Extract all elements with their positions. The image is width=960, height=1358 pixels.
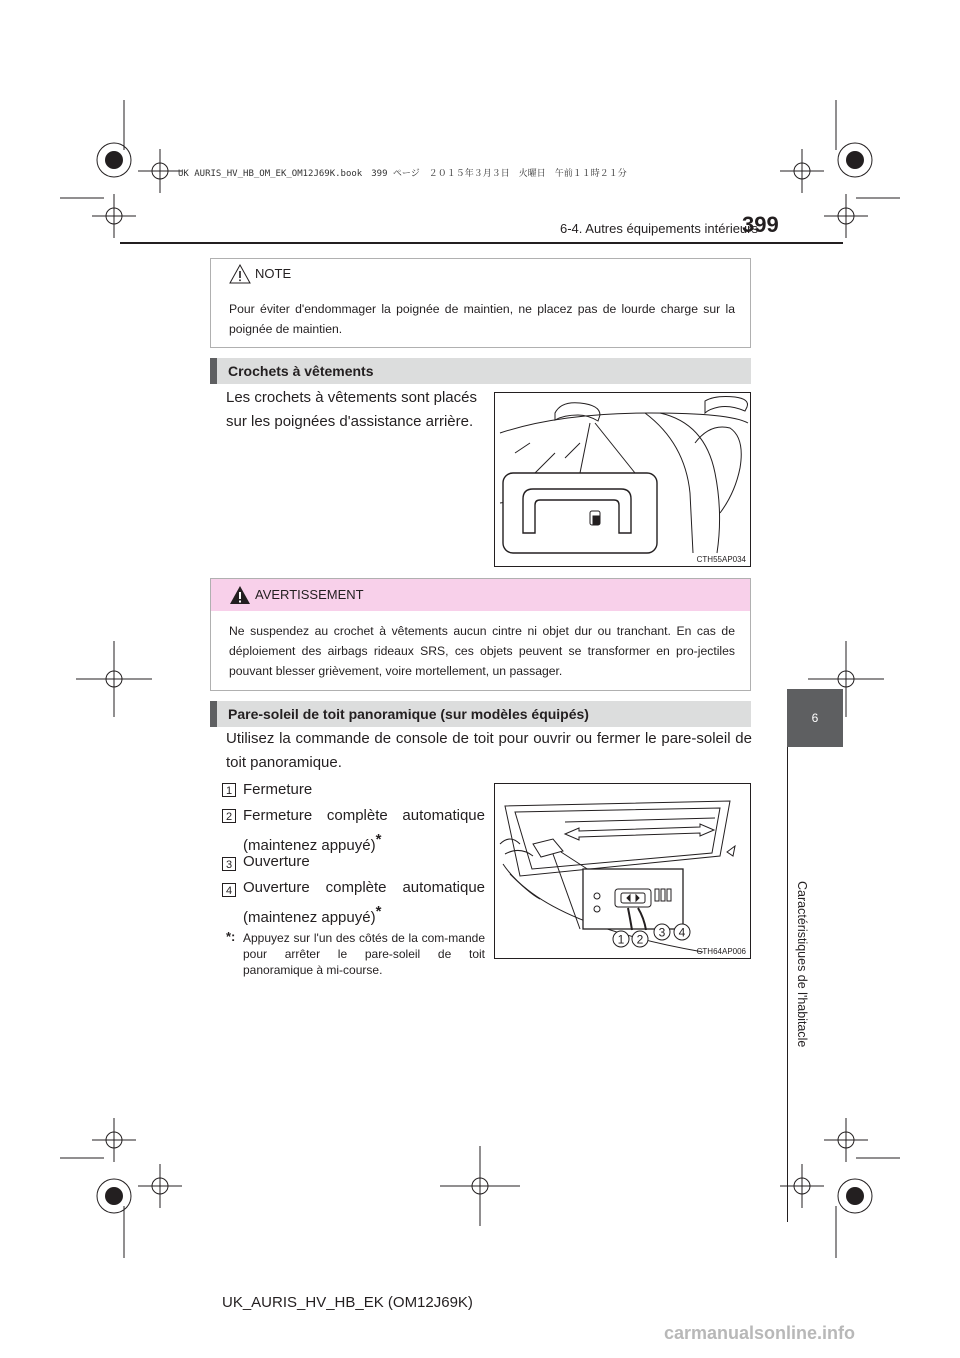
- sunshade-figure-code: CTH64AP006: [696, 947, 746, 956]
- hooks-heading: [210, 358, 751, 384]
- item-number: 2: [222, 809, 236, 823]
- item-star: *: [375, 831, 382, 848]
- note-text: Pour éviter d'endommager la poignée de maintien, ne placez pas de lourde charge sur la poignée de maintien.: [229, 302, 735, 336]
- sunshade-illustration: [495, 784, 750, 958]
- hooks-figure-code: CTH55AP034: [696, 555, 746, 564]
- warning-triangle-icon: [229, 585, 251, 605]
- hooks-figure: [494, 392, 751, 567]
- warning-title: AVERTISSEMENT: [255, 587, 364, 602]
- item-text-label: Fermeture complète automatique (maintenez appuyé): [243, 807, 485, 854]
- note-title: NOTE: [255, 266, 292, 281]
- item-text: Ouverture: [243, 853, 310, 870]
- hooks-text: Les crochets à vêtements sont placés sur les poignées d'assistance arrière.: [226, 389, 477, 430]
- footnote-mark: *:: [226, 929, 236, 944]
- hooks-heading-label: Crochets à vêtements: [228, 363, 374, 379]
- sunshade-figure: [494, 783, 751, 959]
- footer-doc-code: UK_AURIS_HV_HB_EK (OM12J69K): [222, 1294, 473, 1311]
- chapter-rule: [787, 747, 788, 1222]
- sunshade-intro: Utilisez la commande de console de toit pour ouvrir ou fermer le pare-soleil de toit panoramique.: [226, 730, 752, 771]
- sunshade-heading-label: Pare-soleil de toit panoramique (sur modèles équipés): [228, 706, 589, 722]
- callout-3: 3: [658, 925, 666, 940]
- item-number: 1: [222, 783, 236, 797]
- print-header: UK AURIS_HV_HB_OM_EK_OM12J69K.book 399 ページ ２０１５年３月３日 火曜日 午前１１時２１分: [178, 169, 627, 179]
- item-text: [243, 876, 485, 930]
- sunshade-heading: [210, 701, 751, 727]
- note-header: [211, 259, 750, 289]
- footnote-text: Appuyez sur l'un des côtés de la com-mande pour arrêter le pare-soleil de toit panoramique à mi-course.: [243, 931, 485, 977]
- hooks-illustration: [495, 393, 750, 566]
- chapter-tab: 6: [787, 689, 843, 747]
- header-rule: [120, 242, 843, 244]
- page-number: 399: [742, 212, 779, 237]
- item-number: 3: [222, 857, 236, 871]
- item-star: *: [375, 903, 382, 920]
- callout-1: 1: [617, 932, 625, 947]
- note-box: [210, 258, 751, 348]
- warning-header: [211, 579, 750, 611]
- chapter-side-title: Caractéristiques de l'habitacle: [795, 881, 809, 1048]
- section-title: 6-4. Autres équipements intérieurs: [560, 221, 758, 236]
- watermark: carmanualsonline.info: [664, 1323, 856, 1343]
- caution-triangle-icon: [229, 264, 251, 284]
- item-text-label: Ouverture complète automatique (maintenez appuyé): [243, 879, 485, 926]
- item-text: Fermeture: [243, 781, 313, 798]
- item-number: 4: [222, 883, 236, 897]
- callout-2: 2: [636, 932, 644, 947]
- warning-box: [210, 578, 751, 691]
- callout-4: 4: [678, 925, 686, 940]
- warning-text: Ne suspendez au crochet à vêtements aucun cintre ni objet dur ou tranchant. En cas de déploiement des airbags rideaux SRS, ces objets peuvent se transformer en pro-jectiles pouvant blesser grièvement, voire mortellement, un passager.: [229, 624, 735, 678]
